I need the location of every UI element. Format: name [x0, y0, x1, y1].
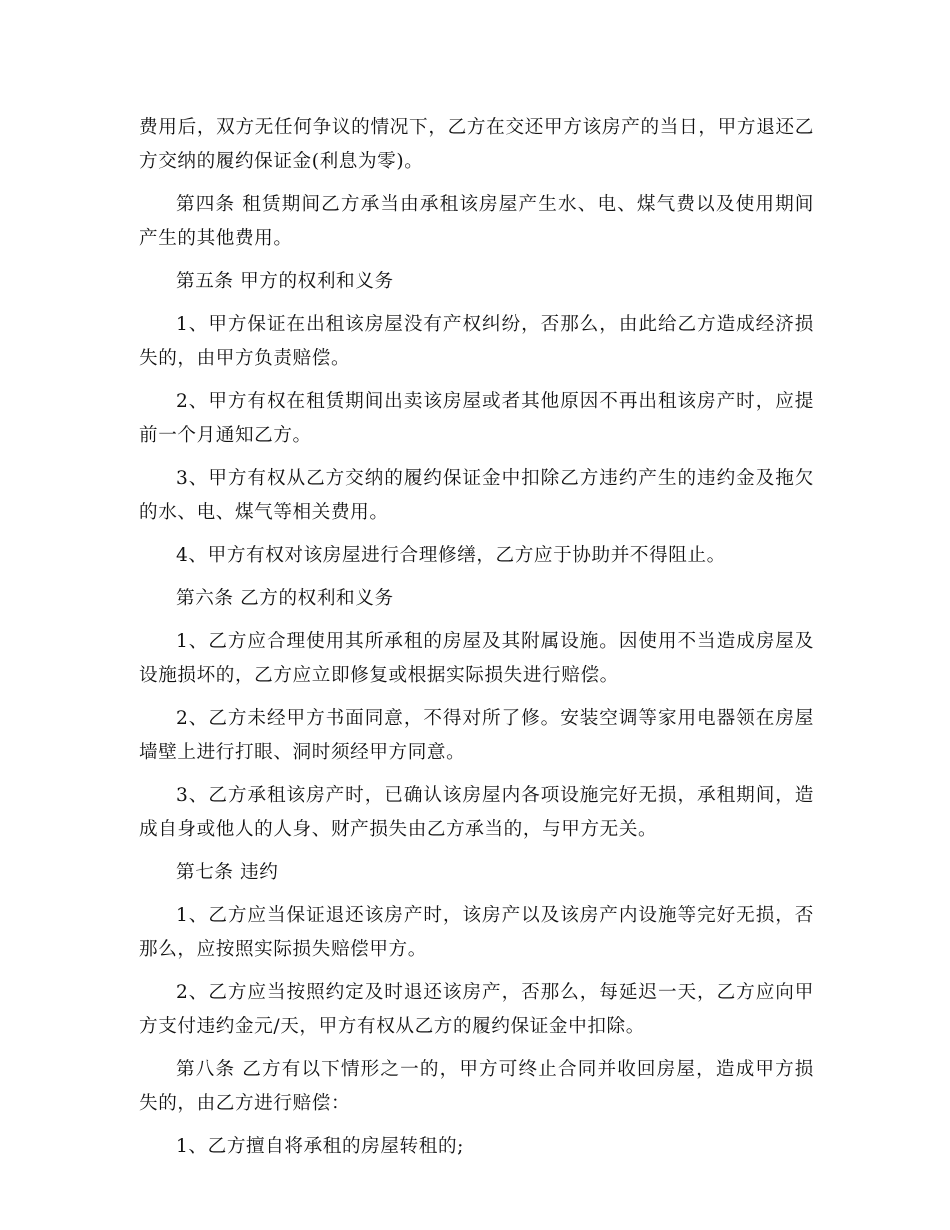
article-7-heading: 第七条 违约: [176, 862, 279, 884]
article-7-item-1: 1、乙方应当保证退还该房产时，该房产以及该房产内设施等完好无损，否那么，应按照实际损失赔偿甲方。: [139, 904, 814, 961]
article-4: 第四条 租赁期间乙方承当由承租该房屋产生水、电、煤气费以及使用期间产生的其他费用。: [139, 194, 814, 250]
article-5-heading: 第五条 甲方的权利和义务: [176, 271, 394, 293]
article-5-item-2: 2、甲方有权在租赁期间出卖该房屋或者其他原因不再出租该房产时，应提前一个月通知乙方。: [139, 391, 814, 447]
article-6-heading: 第六条 乙方的权利和义务: [176, 588, 394, 610]
article-8-item-1: 1、乙方擅自将承租的房屋转租的;: [176, 1136, 465, 1158]
article-6-item-2: 2、乙方未经甲方书面同意，不得对所了修。安装空调等家用电器领在房屋墙壁上进行打眼、洞时须经甲方同意。: [139, 707, 814, 764]
article-5-item-3: 3、甲方有权从乙方交纳的履约保证金中扣除乙方违约产生的违约金及拖欠的水、电、煤气等相关费用。: [139, 468, 814, 524]
article-5-item-4: 4、甲方有权对该房屋进行合理修缮，乙方应于协助并不得阻止。: [176, 545, 726, 567]
article-5-item-1: 1、甲方保证在出租该房屋没有产权纠纷，否那么，由此给乙方造成经济损失的，由甲方负责赔偿。: [139, 313, 814, 370]
paragraph-continuation: 费用后，双方无任何争议的情况下，乙方在交还甲方该房产的当日，甲方退还乙方交纳的履约保证金(利息为零)。: [139, 117, 814, 173]
article-7-item-2: 2、乙方应当按照约定及时退还该房产，否那么，每延迟一天，乙方应向甲方支付违约金元/天，甲方有权从乙方的履约保证金中扣除。: [139, 982, 814, 1038]
article-6-item-3: 3、乙方承租该房产时，已确认该房屋内各项设施完好无损，承租期间，造成自身或他人的人身、财产损失由乙方承当的，与甲方无关。: [139, 785, 814, 841]
article-8-heading: 第八条 乙方有以下情形之一的，甲方可终止合同并收回房屋，造成甲方损失的，由乙方进行赔偿：: [139, 1059, 814, 1115]
article-6-item-1: 1、乙方应合理使用其所承租的房屋及其附属设施。因使用不当造成房屋及设施损坏的，乙方应立即修复或根据实际损失进行赔偿。: [139, 630, 814, 687]
